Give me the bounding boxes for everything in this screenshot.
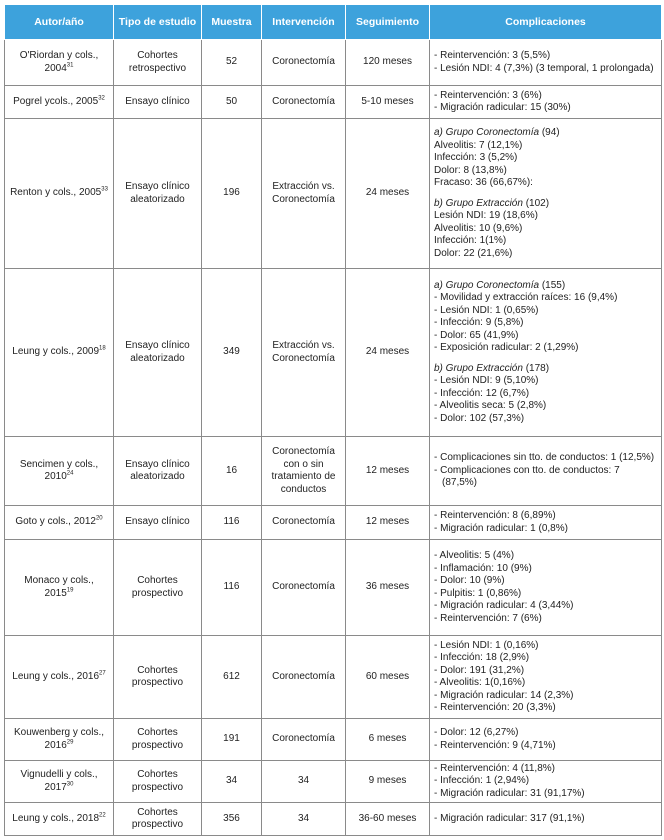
table-row bbox=[5, 437, 662, 506]
author-cell bbox=[5, 506, 114, 540]
sample-cell: 34 bbox=[202, 761, 262, 803]
author-text: Goto y cols., 2012 bbox=[15, 516, 96, 528]
followup-cell: 5-10 meses bbox=[346, 86, 430, 119]
study-type-cell: Cohortes prospectivo bbox=[114, 540, 202, 636]
complication-item: - Reintervención: 3 (6%) bbox=[434, 89, 542, 101]
sample-cell: 52 bbox=[202, 40, 262, 86]
header-author: Autor/año bbox=[5, 5, 114, 40]
group-spacer bbox=[434, 355, 657, 363]
author-text: Renton y cols., 2005 bbox=[10, 187, 102, 199]
complication-item: - Infección: 1 (2,94%) bbox=[434, 775, 530, 787]
complication-item: Alveolitis: 10 (9,6%) bbox=[434, 222, 523, 234]
followup-cell: 24 meses bbox=[346, 269, 430, 437]
study-type-cell: Cohortes retrospectivo bbox=[114, 40, 202, 86]
reference-number: 29 bbox=[66, 739, 74, 746]
sample-cell: 116 bbox=[202, 506, 262, 540]
complications-cell bbox=[430, 86, 662, 119]
complication-item: - Migración radicular: 317 (91,1%) bbox=[434, 812, 585, 824]
table-row bbox=[5, 761, 662, 803]
complication-item: - Reintervención: 3 (5,5%) bbox=[434, 50, 551, 61]
study-type-cell: Ensayo clínico bbox=[114, 506, 202, 540]
sample-cell: 196 bbox=[202, 119, 262, 269]
complication-item: - Alveolitis: 5 (4%) bbox=[434, 550, 515, 561]
group-count: (155) bbox=[539, 279, 566, 291]
followup-cell: 6 meses bbox=[346, 719, 430, 761]
header-intervention: Intervención bbox=[262, 5, 346, 40]
sample-cell: 191 bbox=[202, 719, 262, 761]
group-b-heading bbox=[434, 363, 657, 376]
complication-item: - Dolor: 191 (31,2%) bbox=[434, 664, 525, 676]
reference-number: 22 bbox=[99, 812, 106, 819]
intervention-cell: Coronectomía bbox=[262, 540, 346, 636]
intervention-cell: Coronectomía bbox=[262, 719, 346, 761]
reference-number: 33 bbox=[101, 186, 108, 193]
complication-item: - Dolor: 102 (57,3%) bbox=[434, 412, 525, 424]
group-label: a) Grupo Coronectomía bbox=[434, 127, 540, 138]
complication-item: Dolor: 22 (21,6%) bbox=[434, 247, 513, 259]
intervention-cell: Coronectomía bbox=[262, 506, 346, 540]
complication-item: - Pulpitis: 1 (0,86%) bbox=[434, 587, 522, 599]
group-label: a) Grupo Coronectomía bbox=[434, 279, 540, 291]
complication-item: - Lesión NDI: 1 (0,16%) bbox=[434, 639, 539, 651]
reference-number: 19 bbox=[66, 587, 74, 594]
complications-cell bbox=[430, 719, 662, 761]
complication-item: - Migración radicular: 31 (91,17%) bbox=[434, 787, 585, 799]
group-b-heading bbox=[434, 198, 657, 211]
sample-cell: 612 bbox=[202, 636, 262, 719]
complications-cell bbox=[430, 437, 662, 506]
complication-item: Fracaso: 36 (66,67%): bbox=[434, 177, 533, 188]
complication-item: Lesión NDI: 19 (18,6%) bbox=[434, 210, 538, 221]
group-a-heading bbox=[434, 127, 657, 140]
complication-item: - Reintervención: 8 (6,89%) bbox=[434, 510, 556, 521]
intervention-cell: Coronectomía bbox=[262, 40, 346, 86]
header-row bbox=[5, 5, 662, 40]
complications-cell bbox=[430, 636, 662, 719]
sample-cell: 50 bbox=[202, 86, 262, 119]
author-text: Pogrel ycols., 2005 bbox=[13, 95, 99, 107]
complication-item: Infección: 3 (5,2%) bbox=[434, 152, 518, 163]
followup-cell: 120 meses bbox=[346, 40, 430, 86]
complication-item: Infección: 1(1%) bbox=[434, 235, 507, 246]
header-followup: Seguimiento bbox=[346, 5, 430, 40]
studies-table bbox=[4, 4, 662, 836]
complication-item: - Dolor: 65 (41,9%) bbox=[434, 329, 519, 341]
complication-item: - Complicaciones sin tto. de conductos: 1 (12,5%) bbox=[434, 452, 655, 464]
author-cell bbox=[5, 761, 114, 803]
author-cell bbox=[5, 803, 114, 836]
table-row bbox=[5, 803, 662, 836]
group-count: (178) bbox=[522, 362, 550, 374]
complications-cell bbox=[430, 40, 662, 86]
sample-cell: 116 bbox=[202, 540, 262, 636]
table-row bbox=[5, 540, 662, 636]
complication-item: - Lesión NDI: 1 (0,65%) bbox=[434, 304, 539, 316]
complication-item: - Migración radicular: 1 (0,8%) bbox=[434, 522, 568, 534]
author-text: Kouwenberg y cols., 2016 bbox=[13, 727, 105, 751]
author-text: Vignudelli y cols., 2017 bbox=[20, 769, 98, 793]
reference-number: 24 bbox=[66, 470, 74, 477]
study-type-cell: Cohortes prospectivo bbox=[114, 803, 202, 836]
group-spacer bbox=[434, 190, 657, 198]
intervention-cell: Coronectomía bbox=[262, 636, 346, 719]
complication-item: - Alveolitis seca: 5 (2,8%) bbox=[434, 400, 547, 412]
sample-cell: 349 bbox=[202, 269, 262, 437]
followup-cell: 9 meses bbox=[346, 761, 430, 803]
complication-item: - Dolor: 10 (9%) bbox=[434, 575, 505, 586]
followup-cell: 12 meses bbox=[346, 437, 430, 506]
study-type-cell: Cohortes prospectivo bbox=[114, 719, 202, 761]
author-cell bbox=[5, 119, 114, 269]
complication-item: - Lesión NDI: 4 (7,3%) (3 temporal, 1 prolongada) bbox=[434, 62, 654, 74]
table-row bbox=[5, 506, 662, 540]
complication-item: - Migración radicular: 4 (3,44%) bbox=[434, 600, 574, 611]
header-sample: Muestra bbox=[202, 5, 262, 40]
complications-cell bbox=[430, 119, 662, 269]
author-text: Monaco y cols., 2015 bbox=[24, 575, 94, 599]
complication-item: - Infección: 12 (6,7%) bbox=[434, 387, 530, 399]
group-label: b) Grupo Extracción bbox=[434, 362, 523, 374]
author-cell bbox=[5, 40, 114, 86]
complication-item: - Inflamación: 10 (9%) bbox=[434, 562, 532, 574]
sample-cell: 16 bbox=[202, 437, 262, 506]
intervention-cell: Extracción vs. Coronectomía bbox=[262, 119, 346, 269]
complication-item: - Reintervención: 4 (11,8%) bbox=[434, 762, 555, 774]
author-cell bbox=[5, 540, 114, 636]
complications-cell bbox=[430, 506, 662, 540]
complications-cell bbox=[430, 540, 662, 636]
reference-number: 30 bbox=[66, 781, 74, 788]
followup-cell: 24 meses bbox=[346, 119, 430, 269]
group-count: (102) bbox=[522, 197, 550, 209]
table-row bbox=[5, 119, 662, 269]
complication-item: - Movilidad y extracción raíces: 16 (9,4%) bbox=[434, 292, 618, 304]
complication-item: - Migración radicular: 15 (30%) bbox=[434, 102, 571, 113]
author-text: O'Riordan y cols., 2004 bbox=[19, 50, 99, 74]
study-type-cell: Ensayo clínico bbox=[114, 86, 202, 119]
study-type-cell: Cohortes prospectivo bbox=[114, 636, 202, 719]
intervention-cell: 34 bbox=[262, 803, 346, 836]
author-text: Leung y cols., 2016 bbox=[12, 670, 100, 682]
group-label: b) Grupo Extracción bbox=[434, 197, 523, 209]
study-type-cell: Ensayo clínico aleatorizado bbox=[114, 437, 202, 506]
complication-item: - Infección: 18 (2,9%) bbox=[434, 652, 530, 663]
table-row bbox=[5, 269, 662, 437]
followup-cell: 36 meses bbox=[346, 540, 430, 636]
group-a-heading bbox=[434, 280, 657, 293]
reference-number: 32 bbox=[98, 95, 105, 102]
reference-number: 27 bbox=[99, 670, 106, 677]
intervention-cell: Coronectomía con o sin tratamiento de conductos bbox=[262, 437, 346, 506]
complication-item: Alveolitis: 7 (12,1%) bbox=[434, 139, 523, 151]
author-text: Leung y cols., 2018 bbox=[12, 812, 100, 824]
author-cell bbox=[5, 86, 114, 119]
author-cell bbox=[5, 269, 114, 437]
complication-item: - Reintervención: 20 (3,3%) bbox=[434, 702, 556, 713]
intervention-cell: Extracción vs. Coronectomía bbox=[262, 269, 346, 437]
intervention-cell: Coronectomía bbox=[262, 86, 346, 119]
complication-item: Dolor: 8 (13,8%) bbox=[434, 164, 507, 176]
study-type-cell: Ensayo clínico aleatorizado bbox=[114, 119, 202, 269]
complication-item: - Reintervención: 7 (6%) bbox=[434, 612, 542, 624]
reference-number: 20 bbox=[95, 515, 103, 522]
complication-item: - Dolor: 12 (6,27%) bbox=[434, 727, 519, 738]
complications-cell bbox=[430, 761, 662, 803]
header-study-type: Tipo de estudio bbox=[114, 5, 202, 40]
complication-item: - Migración radicular: 14 (2,3%) bbox=[434, 689, 574, 701]
author-text: Sencimen y cols., 2010 bbox=[19, 458, 99, 482]
table-row bbox=[5, 86, 662, 119]
sample-cell: 356 bbox=[202, 803, 262, 836]
complication-item: - Infección: 9 (5,8%) bbox=[434, 317, 524, 329]
complications-cell bbox=[430, 803, 662, 836]
study-type-cell: Cohortes prospectivo bbox=[114, 761, 202, 803]
table-row bbox=[5, 719, 662, 761]
table-row bbox=[5, 40, 662, 86]
followup-cell: 60 meses bbox=[346, 636, 430, 719]
reference-number: 31 bbox=[66, 62, 74, 69]
author-cell bbox=[5, 719, 114, 761]
table-body bbox=[5, 40, 662, 836]
intervention-cell: 34 bbox=[262, 761, 346, 803]
complication-item: - Reintervención: 9 (4,71%) bbox=[434, 739, 556, 751]
complication-item: - Lesión NDI: 9 (5,10%) bbox=[434, 375, 539, 387]
complication-item: - Exposición radicular: 2 (1,29%) bbox=[434, 342, 579, 354]
study-type-cell: Ensayo clínico aleatorizado bbox=[114, 269, 202, 437]
complications-cell bbox=[430, 269, 662, 437]
complication-item: - Alveolitis: 1(0,16%) bbox=[434, 677, 526, 688]
author-cell bbox=[5, 437, 114, 506]
group-count: (94) bbox=[539, 127, 560, 138]
author-cell bbox=[5, 636, 114, 719]
followup-cell: 36-60 meses bbox=[346, 803, 430, 836]
complication-item: - Complicaciones con tto. de conductos: 7 (87,5%) bbox=[434, 464, 620, 489]
reference-number: 18 bbox=[99, 345, 106, 352]
header-complications: Complicaciones bbox=[430, 5, 662, 40]
followup-cell: 12 meses bbox=[346, 506, 430, 540]
table-row bbox=[5, 636, 662, 719]
author-text: Leung y cols., 2009 bbox=[12, 346, 100, 358]
